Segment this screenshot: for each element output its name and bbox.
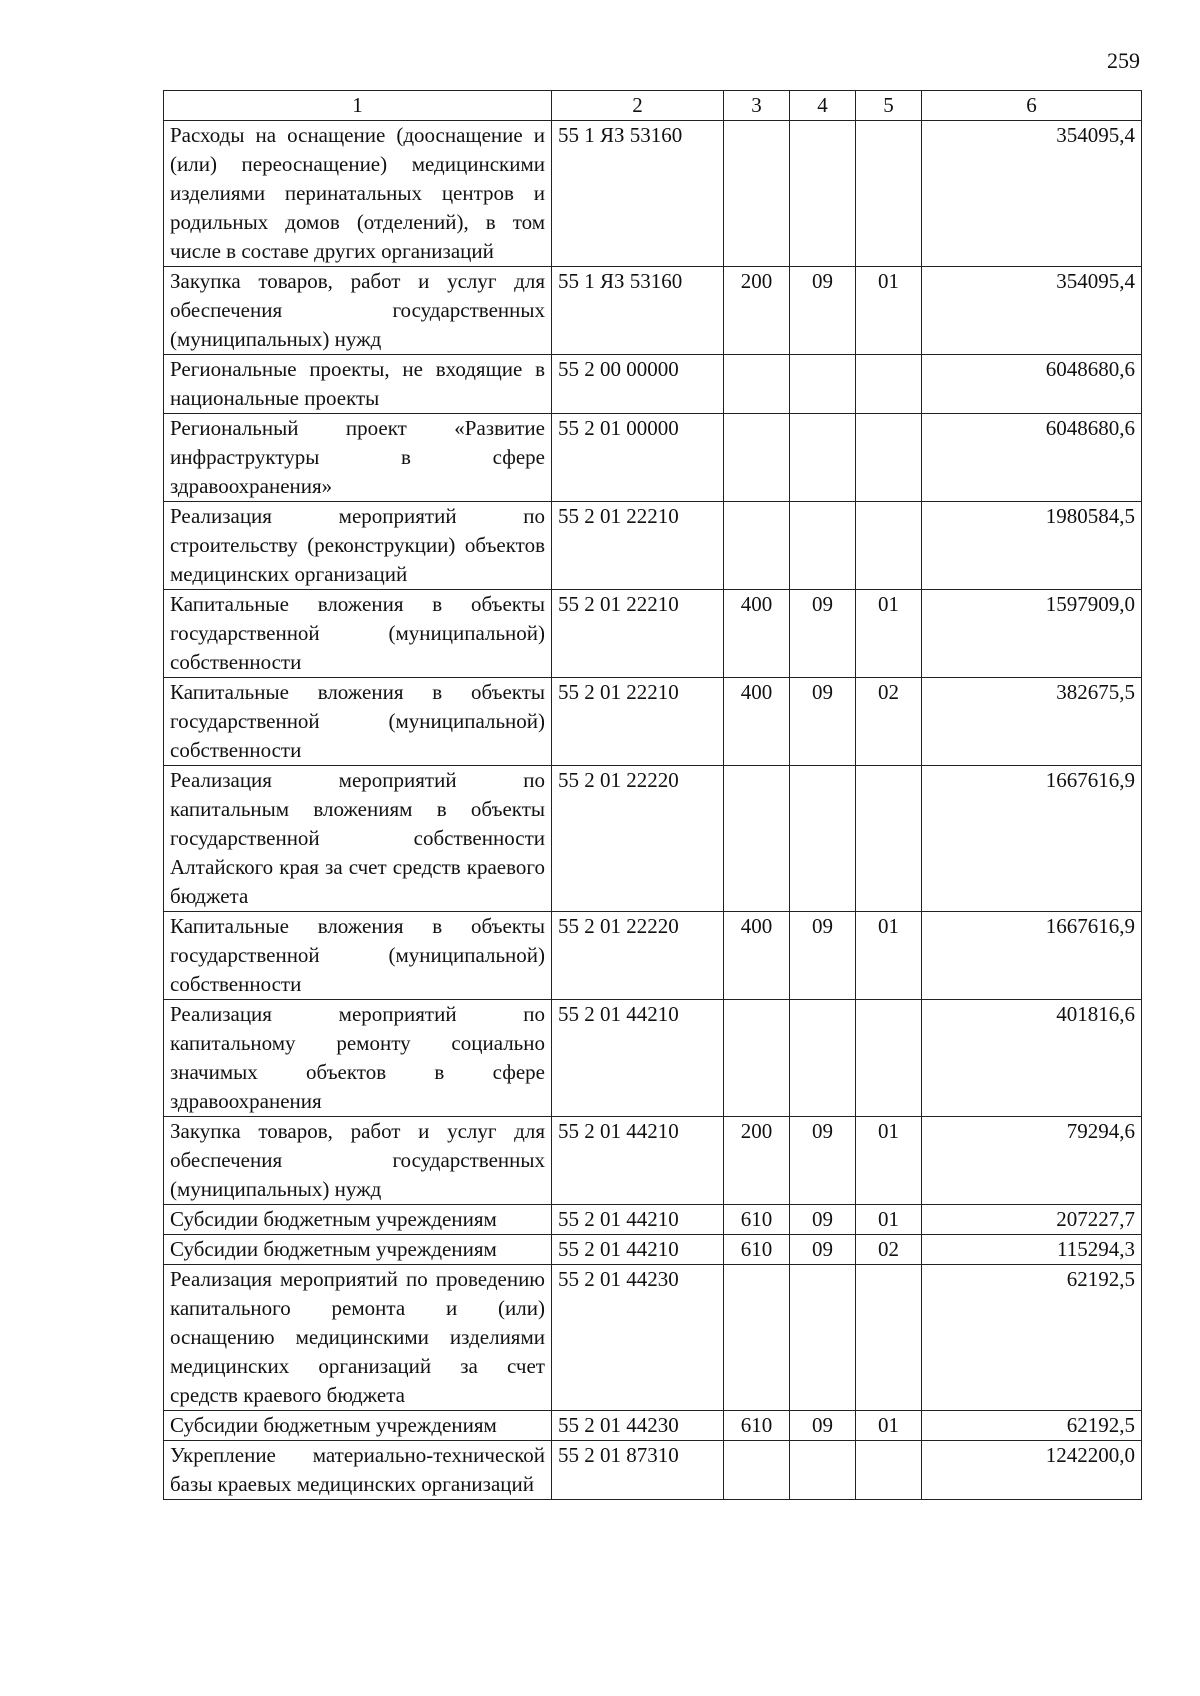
row-name: Реализация мероприятий по капитальному ремонту социально значимых объектов в сфере здравоохранения xyxy=(164,1000,552,1117)
table-row xyxy=(164,502,1142,590)
row-code: 55 2 01 44210 xyxy=(552,1205,724,1235)
row-code: 55 2 01 87310 xyxy=(552,1441,724,1500)
row-expense-type xyxy=(724,355,790,414)
row-amount: 382675,5 xyxy=(922,678,1142,766)
row-subsection: 01 xyxy=(856,912,922,1000)
table-row xyxy=(164,1265,1142,1411)
row-section xyxy=(790,1000,856,1117)
row-section: 09 xyxy=(790,267,856,355)
row-section xyxy=(790,1441,856,1500)
table-row xyxy=(164,912,1142,1000)
row-subsection xyxy=(856,1441,922,1500)
row-expense-type: 400 xyxy=(724,912,790,1000)
row-subsection: 02 xyxy=(856,1235,922,1265)
row-name: Капитальные вложения в объекты государственной (муниципальной) собственности xyxy=(164,590,552,678)
table-row xyxy=(164,121,1142,267)
row-code: 55 2 01 44230 xyxy=(552,1411,724,1441)
table-row xyxy=(164,766,1142,912)
row-code: 55 2 01 22210 xyxy=(552,590,724,678)
row-expense-type: 200 xyxy=(724,267,790,355)
row-code: 55 2 01 44210 xyxy=(552,1000,724,1117)
header-col-1: 1 xyxy=(164,91,552,121)
row-section xyxy=(790,502,856,590)
row-name: Капитальные вложения в объекты государственной (муниципальной) собственности xyxy=(164,678,552,766)
row-amount: 115294,3 xyxy=(922,1235,1142,1265)
header-col-3: 3 xyxy=(724,91,790,121)
row-code: 55 2 01 22220 xyxy=(552,912,724,1000)
row-expense-type: 610 xyxy=(724,1411,790,1441)
row-subsection xyxy=(856,355,922,414)
table-row xyxy=(164,1441,1142,1500)
row-code: 55 2 01 22210 xyxy=(552,678,724,766)
header-col-2: 2 xyxy=(552,91,724,121)
row-name: Региональный проект «Развитие инфраструктуры в сфере здравоохранения» xyxy=(164,414,552,502)
row-subsection: 01 xyxy=(856,1411,922,1441)
row-section xyxy=(790,1265,856,1411)
row-code: 55 2 01 44210 xyxy=(552,1117,724,1205)
row-subsection xyxy=(856,502,922,590)
table-row xyxy=(164,1411,1142,1441)
table-row xyxy=(164,1205,1142,1235)
row-code: 55 1 ЯЗ 53160 xyxy=(552,121,724,267)
row-section xyxy=(790,121,856,267)
row-name: Реализация мероприятий по строительству (реконструкции) объектов медицинских организаций xyxy=(164,502,552,590)
row-expense-type: 400 xyxy=(724,590,790,678)
row-name: Расходы на оснащение (дооснащение и (или) переоснащение) медицинскими изделиями перинатальных центров и родильных домов (отделений), в том числе в составе других организаций xyxy=(164,121,552,267)
row-subsection xyxy=(856,121,922,267)
row-section xyxy=(790,766,856,912)
header-row xyxy=(164,91,1142,121)
row-amount: 354095,4 xyxy=(922,121,1142,267)
table-row xyxy=(164,1235,1142,1265)
row-subsection: 01 xyxy=(856,590,922,678)
row-subsection xyxy=(856,1265,922,1411)
row-name: Реализация мероприятий по проведению капитального ремонта и (или) оснащению медицинскими изделиями медицинских организаций за счет средств краевого бюджета xyxy=(164,1265,552,1411)
row-name: Закупка товаров, работ и услуг для обеспечения государственных (муниципальных) нужд xyxy=(164,267,552,355)
row-name: Реализация мероприятий по капитальным вложениям в объекты государственной собственности Алтайского края за счет средств краевого бюджета xyxy=(164,766,552,912)
row-expense-type xyxy=(724,1000,790,1117)
row-name: Закупка товаров, работ и услуг для обеспечения государственных (муниципальных) нужд xyxy=(164,1117,552,1205)
table-row xyxy=(164,355,1142,414)
row-name: Капитальные вложения в объекты государственной (муниципальной) собственности xyxy=(164,912,552,1000)
row-section: 09 xyxy=(790,1411,856,1441)
row-amount: 62192,5 xyxy=(922,1411,1142,1441)
row-amount: 401816,6 xyxy=(922,1000,1142,1117)
row-section: 09 xyxy=(790,1235,856,1265)
row-expense-type xyxy=(724,502,790,590)
row-name: Субсидии бюджетным учреждениям xyxy=(164,1235,552,1265)
row-subsection xyxy=(856,1000,922,1117)
row-expense-type: 610 xyxy=(724,1235,790,1265)
budget-table xyxy=(163,90,1142,1500)
table-row xyxy=(164,1000,1142,1117)
row-subsection: 02 xyxy=(856,678,922,766)
table-row xyxy=(164,678,1142,766)
row-expense-type xyxy=(724,766,790,912)
row-amount: 1597909,0 xyxy=(922,590,1142,678)
row-amount: 354095,4 xyxy=(922,267,1142,355)
row-section: 09 xyxy=(790,1117,856,1205)
row-code: 55 1 ЯЗ 53160 xyxy=(552,267,724,355)
row-amount: 6048680,6 xyxy=(922,414,1142,502)
row-section: 09 xyxy=(790,1205,856,1235)
row-section xyxy=(790,414,856,502)
row-name: Субсидии бюджетным учреждениям xyxy=(164,1205,552,1235)
row-amount: 1242200,0 xyxy=(922,1441,1142,1500)
table-row xyxy=(164,267,1142,355)
row-code: 55 2 01 44210 xyxy=(552,1235,724,1265)
row-section: 09 xyxy=(790,590,856,678)
row-amount: 207227,7 xyxy=(922,1205,1142,1235)
row-amount: 1667616,9 xyxy=(922,766,1142,912)
header-col-6: 6 xyxy=(922,91,1142,121)
row-subsection xyxy=(856,414,922,502)
table-row xyxy=(164,590,1142,678)
row-code: 55 2 01 00000 xyxy=(552,414,724,502)
row-name: Региональные проекты, не входящие в национальные проекты xyxy=(164,355,552,414)
row-subsection: 01 xyxy=(856,1117,922,1205)
row-name: Укрепление материально-технической базы краевых медицинских организаций xyxy=(164,1441,552,1500)
row-code: 55 2 01 22210 xyxy=(552,502,724,590)
table-row xyxy=(164,1117,1142,1205)
row-subsection: 01 xyxy=(856,1205,922,1235)
row-expense-type xyxy=(724,121,790,267)
row-expense-type: 400 xyxy=(724,678,790,766)
row-amount: 62192,5 xyxy=(922,1265,1142,1411)
row-expense-type xyxy=(724,1441,790,1500)
row-code: 55 2 00 00000 xyxy=(552,355,724,414)
row-code: 55 2 01 44230 xyxy=(552,1265,724,1411)
row-amount: 1667616,9 xyxy=(922,912,1142,1000)
header-col-5: 5 xyxy=(856,91,922,121)
row-section: 09 xyxy=(790,912,856,1000)
row-amount: 1980584,5 xyxy=(922,502,1142,590)
row-subsection: 01 xyxy=(856,267,922,355)
row-section: 09 xyxy=(790,678,856,766)
row-subsection xyxy=(856,766,922,912)
row-name: Субсидии бюджетным учреждениям xyxy=(164,1411,552,1441)
row-expense-type xyxy=(724,414,790,502)
row-section xyxy=(790,355,856,414)
table-row xyxy=(164,414,1142,502)
row-expense-type xyxy=(724,1265,790,1411)
row-amount: 79294,6 xyxy=(922,1117,1142,1205)
row-expense-type: 200 xyxy=(724,1117,790,1205)
row-amount: 6048680,6 xyxy=(922,355,1142,414)
page-number: 259 xyxy=(1107,48,1140,73)
row-expense-type: 610 xyxy=(724,1205,790,1235)
row-code: 55 2 01 22220 xyxy=(552,766,724,912)
header-col-4: 4 xyxy=(790,91,856,121)
